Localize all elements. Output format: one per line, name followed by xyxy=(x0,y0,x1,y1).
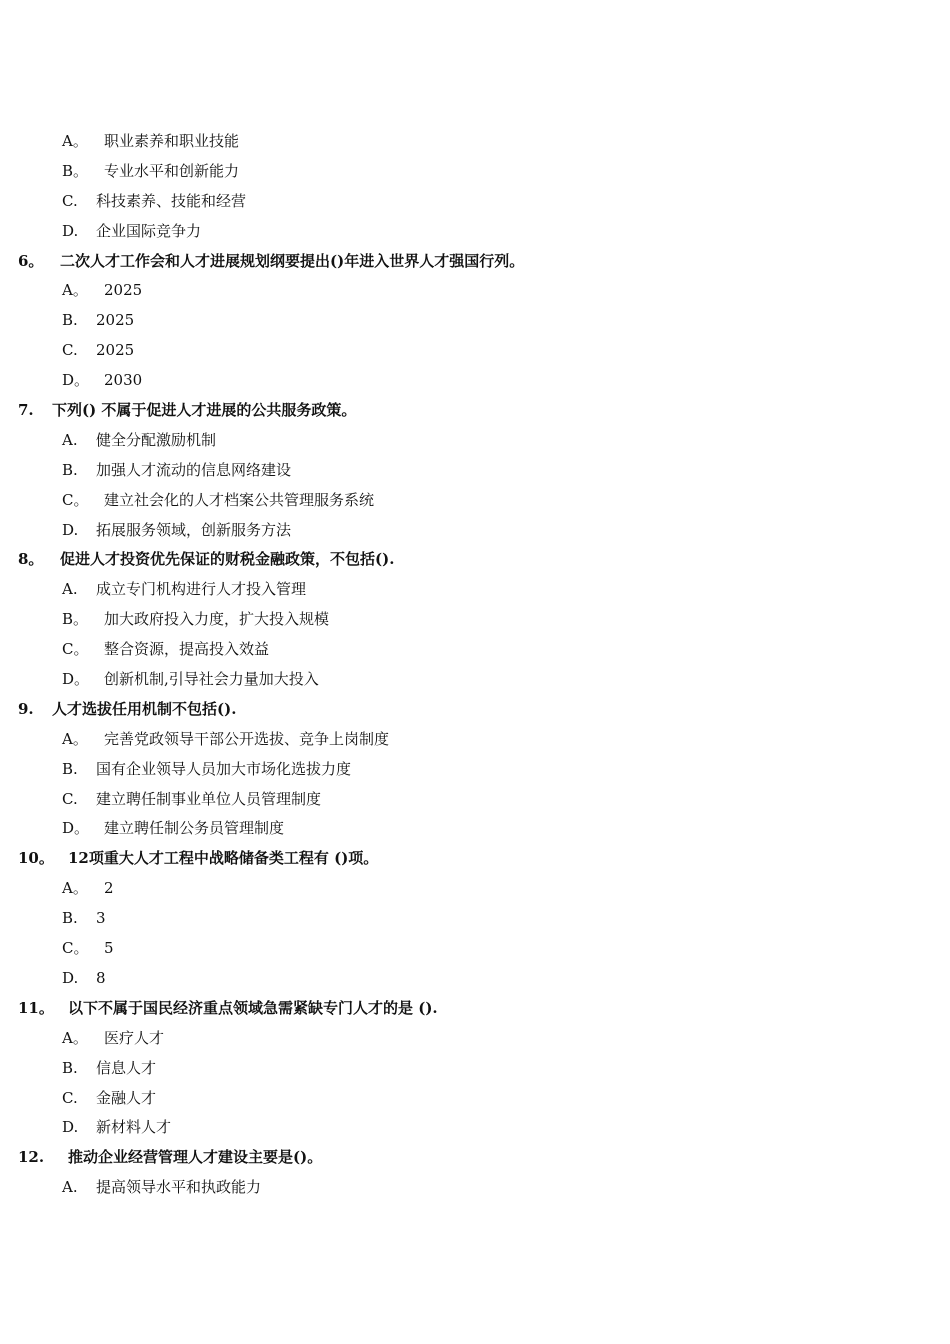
option-row xyxy=(0,904,950,934)
option-label: D。 xyxy=(62,819,90,838)
question-text: 下列() 不属于促进人才进展的公共服务政策。 xyxy=(52,401,357,420)
option-label: A。 xyxy=(62,1028,88,1047)
option-label: A。 xyxy=(62,729,88,748)
option-text: 2025 xyxy=(96,311,135,330)
option-text: 职业素养和职业技能 xyxy=(104,132,240,150)
option-label: A。 xyxy=(62,281,88,300)
option-label: C. xyxy=(62,191,78,210)
document-page xyxy=(0,127,950,1203)
option-row xyxy=(0,157,950,187)
option-row xyxy=(0,336,950,366)
question-number: 9. xyxy=(18,699,34,718)
option-text: 提高领导水平和执政能力 xyxy=(96,1178,262,1197)
option-label: A。 xyxy=(62,132,88,150)
option-label: A. xyxy=(62,1178,78,1197)
option-text: 建立聘任制事业单位人员管理制度 xyxy=(96,789,322,808)
option-label: B. xyxy=(62,311,78,330)
option-row xyxy=(0,306,950,336)
option-text: 科技素养、技能和经营 xyxy=(96,191,247,210)
question-row xyxy=(0,695,950,725)
option-label: C。 xyxy=(62,490,89,509)
question-row xyxy=(0,1143,950,1173)
option-text: 2030 xyxy=(104,371,143,390)
option-label: B。 xyxy=(62,610,89,629)
option-label: B. xyxy=(62,909,78,928)
question-text: 以下不属于国民经济重点领域急需紧缺专门人才的是 (). xyxy=(68,998,438,1017)
option-text: 成立专门机构进行人才投入管理 xyxy=(96,580,307,599)
option-row xyxy=(0,755,950,785)
option-text: 创新机制,引导社会力量加大投入 xyxy=(104,670,319,689)
question-number: 12. xyxy=(18,1148,45,1167)
option-text: 建立聘任制公务员管理制度 xyxy=(104,819,285,838)
question-row xyxy=(0,994,950,1024)
question-row xyxy=(0,844,950,874)
question-text: 人才选拔任用机制不包括(). xyxy=(52,699,237,718)
option-row xyxy=(0,725,950,755)
option-row xyxy=(0,187,950,217)
option-row xyxy=(0,1084,950,1114)
option-row xyxy=(0,635,950,665)
option-text: 整合资源，提高投入效益 xyxy=(104,640,270,659)
option-label: D. xyxy=(62,1118,79,1137)
option-row xyxy=(0,814,950,844)
option-text: 信息人才 xyxy=(96,1058,157,1077)
option-row xyxy=(0,486,950,516)
option-text: 国有企业领导人员加大市场化选拔力度 xyxy=(96,759,352,778)
question-row xyxy=(0,545,950,575)
option-text: 2025 xyxy=(104,281,143,300)
question-number: 11。 xyxy=(18,998,54,1017)
question-number: 7. xyxy=(18,401,34,420)
option-text: 2025 xyxy=(96,341,135,360)
option-text: 金融人才 xyxy=(96,1088,157,1107)
question-number: 10。 xyxy=(18,849,54,868)
option-text: 完善党政领导干部公开选拔、竞争上岗制度 xyxy=(104,729,390,748)
option-row xyxy=(0,426,950,456)
option-text: 3 xyxy=(96,909,106,928)
option-row xyxy=(0,366,950,396)
option-text: 新材料人才 xyxy=(96,1118,172,1137)
option-label: D。 xyxy=(62,371,90,390)
option-label: C. xyxy=(62,789,78,808)
option-row xyxy=(0,127,950,157)
question-number: 6。 xyxy=(18,251,44,270)
option-label: A. xyxy=(62,430,78,449)
option-label: C. xyxy=(62,1088,78,1107)
option-row xyxy=(0,785,950,815)
option-text: 5 xyxy=(104,939,114,958)
option-label: C。 xyxy=(62,640,89,659)
option-row xyxy=(0,1173,950,1203)
option-text: 建立社会化的人才档案公共管理服务系统 xyxy=(104,490,375,509)
option-row xyxy=(0,874,950,904)
option-row xyxy=(0,276,950,306)
option-label: A. xyxy=(62,580,78,599)
option-text: 加大政府投入力度，扩大投入规模 xyxy=(104,610,330,629)
option-label: B。 xyxy=(62,161,89,180)
option-row xyxy=(0,605,950,635)
option-label: D. xyxy=(62,520,79,539)
option-text: 企业国际竞争力 xyxy=(96,221,202,240)
option-row xyxy=(0,964,950,994)
option-label: C。 xyxy=(62,939,89,958)
option-row xyxy=(0,1113,950,1143)
option-label: D. xyxy=(62,968,79,987)
question-text: 推动企业经营管理人才建设主要是()。 xyxy=(68,1148,323,1167)
option-row xyxy=(0,456,950,486)
option-row xyxy=(0,575,950,605)
option-text: 专业水平和创新能力 xyxy=(104,161,240,180)
option-row xyxy=(0,217,950,247)
option-text: 健全分配激励机制 xyxy=(96,430,217,449)
option-row xyxy=(0,516,950,546)
option-label: B. xyxy=(62,1058,78,1077)
option-row xyxy=(0,665,950,695)
question-text: 12项重大人才工程中战略储备类工程有 ()项。 xyxy=(68,849,379,868)
option-row xyxy=(0,1024,950,1054)
option-row xyxy=(0,1054,950,1084)
option-label: D。 xyxy=(62,670,90,689)
option-label: C. xyxy=(62,341,78,360)
option-label: A。 xyxy=(62,879,88,898)
option-text: 拓展服务领域，创新服务方法 xyxy=(96,520,292,539)
question-number: 8。 xyxy=(18,550,44,569)
option-text: 8 xyxy=(96,968,106,987)
option-row xyxy=(0,934,950,964)
question-row xyxy=(0,247,950,277)
option-label: B. xyxy=(62,460,78,479)
option-text: 2 xyxy=(104,879,114,898)
option-text: 加强人才流动的信息网络建设 xyxy=(96,460,292,479)
option-label: D. xyxy=(62,221,79,240)
option-text: 医疗人才 xyxy=(104,1028,165,1047)
question-text: 促进人才投资优先保证的财税金融政策，不包括(). xyxy=(60,550,395,569)
option-label: B. xyxy=(62,759,78,778)
question-row xyxy=(0,396,950,426)
question-text: 二次人才工作会和人才进展规划纲要提出()年进入世界人才强国行列。 xyxy=(60,251,525,270)
